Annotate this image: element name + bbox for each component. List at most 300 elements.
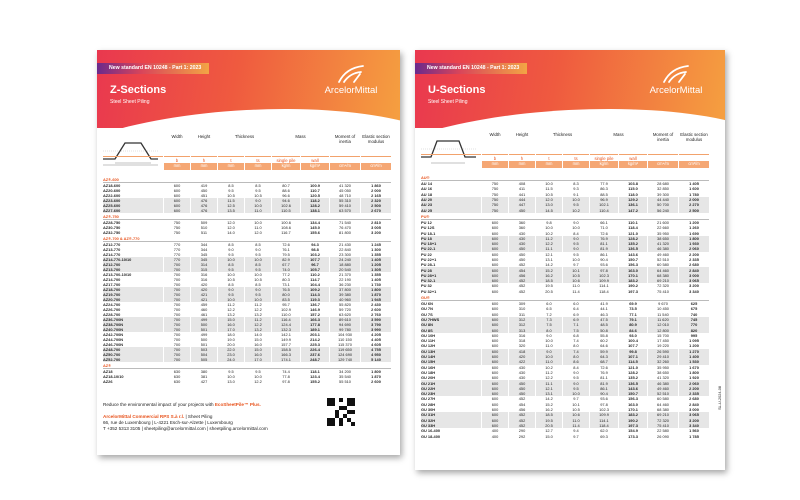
- cell: 600: [491, 343, 499, 349]
- cell: 10.0: [572, 225, 580, 231]
- cell: 600: [173, 188, 181, 193]
- cell: 600: [482, 412, 508, 417]
- cell: 9.7: [573, 396, 579, 402]
- cell: 10.0: [227, 374, 235, 379]
- section-name: PU 22+1: [421, 257, 437, 262]
- cell: 80.9: [619, 322, 647, 327]
- cell: 13.0: [227, 379, 235, 384]
- cell: 451: [200, 193, 208, 198]
- cell: 102.9: [281, 307, 291, 312]
- cell: 110 150: [338, 337, 352, 342]
- cell: 72.6: [600, 230, 608, 236]
- cell: 96.6: [282, 193, 290, 198]
- cell: 10.0: [572, 257, 580, 262]
- cell: 69 210: [648, 412, 678, 417]
- cell: 9.5: [218, 292, 244, 297]
- cell: 104.4: [310, 282, 320, 287]
- cell: 10.0: [254, 374, 262, 379]
- cell: 700: [173, 332, 181, 337]
- ecosheetpile-link[interactable]: EcoSheetPile™ Plus.: [214, 402, 261, 407]
- cell: 345: [191, 257, 217, 262]
- cell: 501: [191, 327, 217, 332]
- cell: 700: [173, 272, 181, 277]
- cell: 1 405: [361, 257, 391, 262]
- section-name: AZ44-700N: [103, 337, 124, 342]
- cell: 68 380: [648, 273, 678, 278]
- cell: 600: [164, 198, 190, 203]
- cell: 600: [491, 338, 499, 344]
- cell: 600: [491, 375, 499, 381]
- cell: 46 380: [648, 246, 678, 251]
- col-width: Width: [171, 134, 183, 139]
- cell: 450: [509, 207, 535, 212]
- cell: 3 590: [361, 317, 391, 322]
- cell: 17.0: [245, 357, 271, 362]
- cell: 447: [509, 202, 535, 207]
- cell: 7.2: [546, 311, 552, 317]
- cell: 345: [200, 252, 208, 257]
- cell: 400: [491, 433, 499, 439]
- cell: 73.5: [629, 306, 637, 312]
- cell: 214.2: [310, 337, 320, 342]
- section-name: GU 20H: [421, 375, 436, 381]
- cell: 4 605: [371, 342, 381, 347]
- cell: 10.0: [254, 272, 262, 277]
- cell: 10.5: [254, 193, 262, 198]
- cell: 450: [509, 391, 535, 396]
- section-name: PU 22: [421, 251, 432, 257]
- cell: 146.9: [310, 307, 320, 312]
- cell: 10.6: [563, 278, 589, 283]
- cell: 12.7: [545, 428, 553, 434]
- section-name: PU 18-1: [421, 230, 436, 236]
- cell: 155.6: [310, 230, 320, 235]
- cell: 700: [173, 337, 181, 342]
- cell: 48 710: [339, 193, 351, 198]
- cell: 4 950: [361, 352, 391, 357]
- cell: 2 680: [689, 396, 699, 402]
- cell: 74.0: [272, 267, 300, 272]
- cell: 12.1: [545, 251, 553, 257]
- unit-moment: cm⁴/m: [330, 163, 360, 170]
- section-name: AZ28-700: [103, 312, 121, 317]
- cell: 62.0: [600, 428, 608, 434]
- section-name: GU 33H: [421, 423, 481, 428]
- section-name: AZ48-700: [103, 347, 163, 352]
- cell: 3 990: [361, 327, 391, 332]
- group-heading: AZ®-600: [103, 176, 391, 183]
- cell: 10.0: [218, 257, 244, 262]
- cell: 10.0: [563, 391, 589, 396]
- cell: 12.2: [245, 322, 271, 327]
- cell: 12.2: [227, 307, 235, 312]
- section-name: GU 32H: [421, 417, 481, 422]
- cell: 600: [491, 407, 499, 413]
- cell: 312: [509, 322, 535, 327]
- symbol-b: b: [482, 154, 508, 161]
- cell: 77.1: [629, 311, 637, 317]
- cell: 118.4: [628, 225, 638, 231]
- cell: 600: [482, 349, 508, 354]
- cell: 52 510: [648, 391, 678, 396]
- cell: 64 460: [648, 267, 678, 272]
- cell: 600: [482, 317, 508, 322]
- group-heading: AZ®: [103, 362, 391, 369]
- cell: 400: [491, 428, 499, 434]
- section-name: GU 10H: [421, 332, 436, 338]
- cell: 1 405: [689, 181, 699, 187]
- cell: 8.4: [573, 364, 579, 370]
- cell: 26 590: [648, 349, 678, 354]
- section-name: AZ30-750: [103, 225, 121, 230]
- cell: 12.2: [545, 375, 553, 381]
- cell: 16.0: [245, 352, 271, 357]
- cell: 12 010: [648, 322, 678, 327]
- cell: 13.1: [536, 391, 562, 396]
- cell: 422: [509, 359, 535, 364]
- cell: 10.0: [245, 297, 271, 302]
- cell: 313: [509, 327, 535, 332]
- cell: 48.5: [590, 322, 618, 327]
- table-row: [421, 433, 709, 438]
- cell: 750: [491, 181, 499, 187]
- cell: 8.5: [245, 262, 271, 267]
- cell: 138.1: [301, 208, 329, 213]
- cell: 120.5: [310, 193, 320, 198]
- cell: 11 620: [648, 317, 678, 322]
- cell: 600: [482, 273, 508, 278]
- cell: 750: [491, 186, 499, 192]
- section-name: GU 21H: [421, 380, 481, 385]
- cell: 6.8: [573, 332, 579, 338]
- cell: 700: [164, 267, 190, 272]
- cell: 183.2: [619, 412, 647, 417]
- cell: 80.0: [272, 292, 300, 297]
- section-name: GU 15H: [421, 359, 481, 364]
- cell: 1 780: [689, 191, 699, 197]
- cell: 430: [518, 230, 526, 236]
- cell: 9.5: [228, 252, 234, 257]
- cell: 10.0: [245, 203, 271, 208]
- cell: 75 410: [657, 288, 669, 294]
- cell: 7.4: [563, 349, 589, 354]
- section-name: GU 31H: [421, 412, 481, 417]
- section-name: AZ18-700: [103, 287, 163, 292]
- cell: 11.0: [245, 208, 271, 213]
- cell: 9.7: [573, 433, 579, 439]
- section-name: AZ14-700: [103, 277, 121, 282]
- cell: 344: [200, 242, 208, 247]
- cell: 9.5: [245, 267, 271, 272]
- cell: 41.9: [600, 301, 608, 307]
- arcelormittal-logo: ArcelorMittal: [316, 64, 386, 96]
- cell: 163.0: [619, 267, 647, 272]
- cell: 9.5: [255, 369, 261, 374]
- cell: 102.3: [599, 407, 609, 413]
- unit-h: mm: [509, 161, 535, 168]
- cell: 600: [482, 391, 508, 396]
- cell: 600: [482, 423, 508, 428]
- cell: 98.8: [311, 247, 319, 252]
- cell: 97.8: [600, 401, 608, 407]
- cell: 1 200: [689, 219, 699, 225]
- cell: 18 880: [330, 262, 360, 267]
- cell: 7.4: [573, 338, 579, 344]
- cell: 116.7: [281, 230, 291, 235]
- cell: 16.0: [254, 342, 262, 347]
- cell: 15.2: [545, 401, 553, 407]
- section-name: AZ17-700: [103, 282, 121, 287]
- section-name: GU 12H: [421, 343, 436, 349]
- cell: 6.5: [546, 306, 552, 312]
- cell: 49 460: [657, 251, 669, 257]
- page-subtitle: Steel Sheet Piling: [428, 99, 468, 105]
- cell: 7.5: [563, 327, 589, 332]
- cell: 500: [191, 322, 217, 327]
- cell: 121.0: [628, 364, 638, 370]
- cell: 312: [509, 317, 535, 322]
- cell: 226.4: [301, 347, 329, 352]
- cell: 8.5: [255, 282, 261, 287]
- cell: 173.3: [628, 433, 638, 439]
- cell: 9.0: [563, 236, 589, 241]
- cell: 93.0: [629, 332, 637, 338]
- section-name: AZ22-600: [103, 193, 121, 198]
- cell: 50.8: [590, 327, 618, 332]
- cell: 12.2: [254, 307, 262, 312]
- cell: 452: [518, 288, 526, 294]
- cell: 18.5: [536, 412, 562, 417]
- cell: 76 470: [339, 225, 351, 230]
- cell: 39 300: [657, 191, 669, 197]
- cell: 9.0: [245, 198, 271, 203]
- cell: 59 720: [339, 307, 351, 312]
- col-thickness: Thickness: [234, 134, 255, 139]
- cell: 700: [164, 322, 190, 327]
- cell: 66.1: [600, 219, 608, 225]
- cell: 2 600: [371, 379, 381, 384]
- cell: 81.9: [590, 246, 618, 251]
- cell: 99.8: [619, 349, 647, 354]
- cell: 11.1: [536, 380, 562, 385]
- cell: 1 730: [371, 282, 381, 287]
- cell: 203.1: [310, 332, 320, 337]
- cell: 460: [200, 307, 208, 312]
- cell: 9.5: [228, 188, 234, 193]
- section-name: AZ23-600: [103, 198, 163, 203]
- cell: 600: [482, 417, 508, 422]
- cell: 10.1: [572, 401, 580, 407]
- cell: 3 200: [371, 230, 381, 235]
- cell: 8.5: [228, 242, 234, 247]
- cell: 452: [509, 423, 535, 428]
- cell: 700: [164, 287, 190, 292]
- cell: 94.6: [272, 198, 300, 203]
- cell: 1 245: [371, 242, 381, 247]
- footer: Reduce the environmental impact of your projects with EcoSheetPile™ Plus. ArcelorMittal Commercial RPS S.à r.l. | Sheet Piling 66, rue de Luxembourg | L-4221 Esch-sur-Alzette | Luxembourg T +352 5313 3105 | sheetpiling@arcelormittal.com | sheetpiling.arcelormittal.com: [103, 402, 268, 431]
- cell: 630: [173, 379, 181, 384]
- cell: 2 000: [679, 197, 709, 202]
- symbol-t: t: [218, 156, 244, 163]
- group-heading: AZ®-750: [103, 213, 391, 220]
- section-name: GU 11H: [421, 338, 435, 344]
- section-name: GU 28H: [421, 401, 436, 407]
- cell: 11.4: [563, 423, 589, 428]
- cell: 1 355: [371, 272, 381, 277]
- cell: 100.4: [628, 338, 638, 344]
- cell: 11.2: [545, 369, 553, 375]
- cell: 11.5: [218, 198, 244, 203]
- cell: 21 600: [657, 219, 669, 225]
- cell: 600: [164, 208, 190, 213]
- cell: 1 690: [689, 230, 699, 236]
- section-name: GU 7S: [421, 311, 433, 317]
- cell: 12.0: [227, 220, 235, 225]
- cell: 11.5: [545, 186, 553, 192]
- table-row: [103, 379, 391, 384]
- cell: 600: [491, 401, 499, 407]
- cell: 63 620: [339, 312, 351, 317]
- cell: 700: [173, 282, 181, 287]
- cell: 110.0: [281, 312, 291, 317]
- cell: 770: [173, 247, 181, 252]
- cell: 119.3: [301, 297, 329, 302]
- cell: 155.2: [310, 379, 320, 384]
- cell: 67.7: [272, 262, 300, 267]
- section-name: GU 8N: [421, 322, 481, 327]
- cell: 116.4: [272, 317, 300, 322]
- cell: 118.1: [310, 369, 320, 374]
- symbol-ts: ts: [563, 154, 589, 161]
- cell: 511: [200, 230, 208, 235]
- section-name: AZ20-700: [103, 297, 163, 302]
- cell: 103.2: [310, 252, 320, 257]
- cell: 80.3: [282, 277, 290, 282]
- cell: 64 460: [657, 401, 669, 407]
- section-name: AZ18: [103, 369, 113, 374]
- z-sections-table: [102, 134, 392, 384]
- cell: 2 335: [679, 391, 709, 396]
- cell: 3 065: [679, 412, 709, 417]
- cell: 600: [491, 251, 499, 257]
- cell: 3 000: [689, 407, 699, 413]
- cell: 15.0: [254, 337, 262, 342]
- cell: 237.6: [301, 352, 329, 357]
- cell: 90.4: [600, 257, 608, 262]
- cell: 316: [200, 277, 208, 282]
- cell: 86.1: [600, 251, 608, 257]
- cell: 700: [164, 347, 190, 352]
- section-name: PU 18+1: [421, 241, 481, 246]
- cell: 459: [200, 302, 208, 307]
- section-name: AZ12-700: [103, 262, 163, 267]
- logo-swoosh-icon: [336, 64, 366, 84]
- cell: 600: [482, 322, 508, 327]
- cell: 10.5: [563, 273, 589, 278]
- cell: 107.7: [628, 343, 638, 349]
- cell: 2 200: [689, 251, 699, 257]
- cell: 600: [482, 278, 508, 283]
- cell: 147.2: [619, 207, 647, 212]
- cell: 700: [164, 317, 190, 322]
- cell: 143.6: [619, 386, 647, 391]
- cell: 408: [518, 181, 526, 187]
- cell: 452: [509, 417, 535, 422]
- cell: 8.5: [228, 183, 234, 188]
- cell: 6.9: [573, 311, 579, 317]
- cell: 476: [191, 203, 217, 208]
- cell: 11.2: [227, 302, 235, 307]
- qr-code[interactable]: [327, 398, 355, 426]
- cell: 102.6: [272, 203, 300, 208]
- cell: 50 700: [648, 202, 678, 207]
- cell: 14.0: [254, 332, 262, 337]
- cell: 700: [164, 262, 190, 267]
- cell: 452: [509, 278, 535, 283]
- group-heading: AZ®-700 & AZ®-770: [103, 235, 391, 242]
- unit-wall: kg/m²: [301, 163, 329, 170]
- cell: 420: [191, 287, 217, 292]
- cell: 157.2: [310, 312, 320, 317]
- cell: 97.8: [282, 379, 290, 384]
- cell: 81.1: [590, 241, 618, 246]
- cell: 430: [509, 236, 535, 241]
- cell: 1 205: [361, 262, 391, 267]
- cell: 68 380: [657, 407, 669, 413]
- cell: 15.0: [545, 433, 553, 439]
- cell: 128.2: [619, 236, 647, 241]
- cell: 4 755: [361, 347, 391, 352]
- cell: 14.5: [536, 207, 562, 212]
- cell: 24 240: [330, 257, 360, 262]
- cell: 700: [164, 297, 190, 302]
- cell: 69.3: [600, 433, 608, 439]
- section-name: AU 20: [421, 197, 481, 202]
- col-height: Height: [197, 134, 211, 139]
- cell: 100.9: [310, 183, 320, 188]
- cell: 128.2: [628, 369, 638, 375]
- unit-modulus: cm³/m: [361, 163, 391, 170]
- cell: 2 810: [371, 220, 381, 225]
- cell: 68.7: [590, 359, 618, 364]
- cell: 9.8: [546, 219, 552, 225]
- cell: 316: [518, 332, 526, 338]
- cell: 510: [200, 225, 208, 230]
- document-code: SL-U-2024-08: [718, 386, 722, 410]
- cell: 81.1: [600, 375, 608, 381]
- cell: 37 800: [330, 287, 360, 292]
- cell: 419: [200, 183, 208, 188]
- cell: 700: [173, 342, 181, 347]
- cell: 430: [518, 375, 526, 381]
- cell: 1 870: [371, 374, 381, 379]
- cell: 11.2: [536, 236, 562, 241]
- cell: 2 320: [361, 198, 391, 203]
- cell: 135.2: [628, 375, 638, 381]
- cell: 110.7: [310, 188, 320, 193]
- cell: 1 920: [689, 375, 699, 381]
- cell: 380: [200, 369, 208, 374]
- cell: 9.5: [563, 202, 589, 207]
- cell: 500: [200, 337, 208, 342]
- cell: 1 860: [371, 183, 381, 188]
- arcelormittal-logo: ArcelorMittal: [641, 64, 711, 96]
- cell: 11.1: [536, 246, 562, 251]
- cell: 150.7: [619, 391, 647, 396]
- cell: 3 200: [679, 417, 709, 422]
- unit-modulus: cm³/m: [679, 161, 709, 168]
- cell: 71 540: [339, 220, 351, 225]
